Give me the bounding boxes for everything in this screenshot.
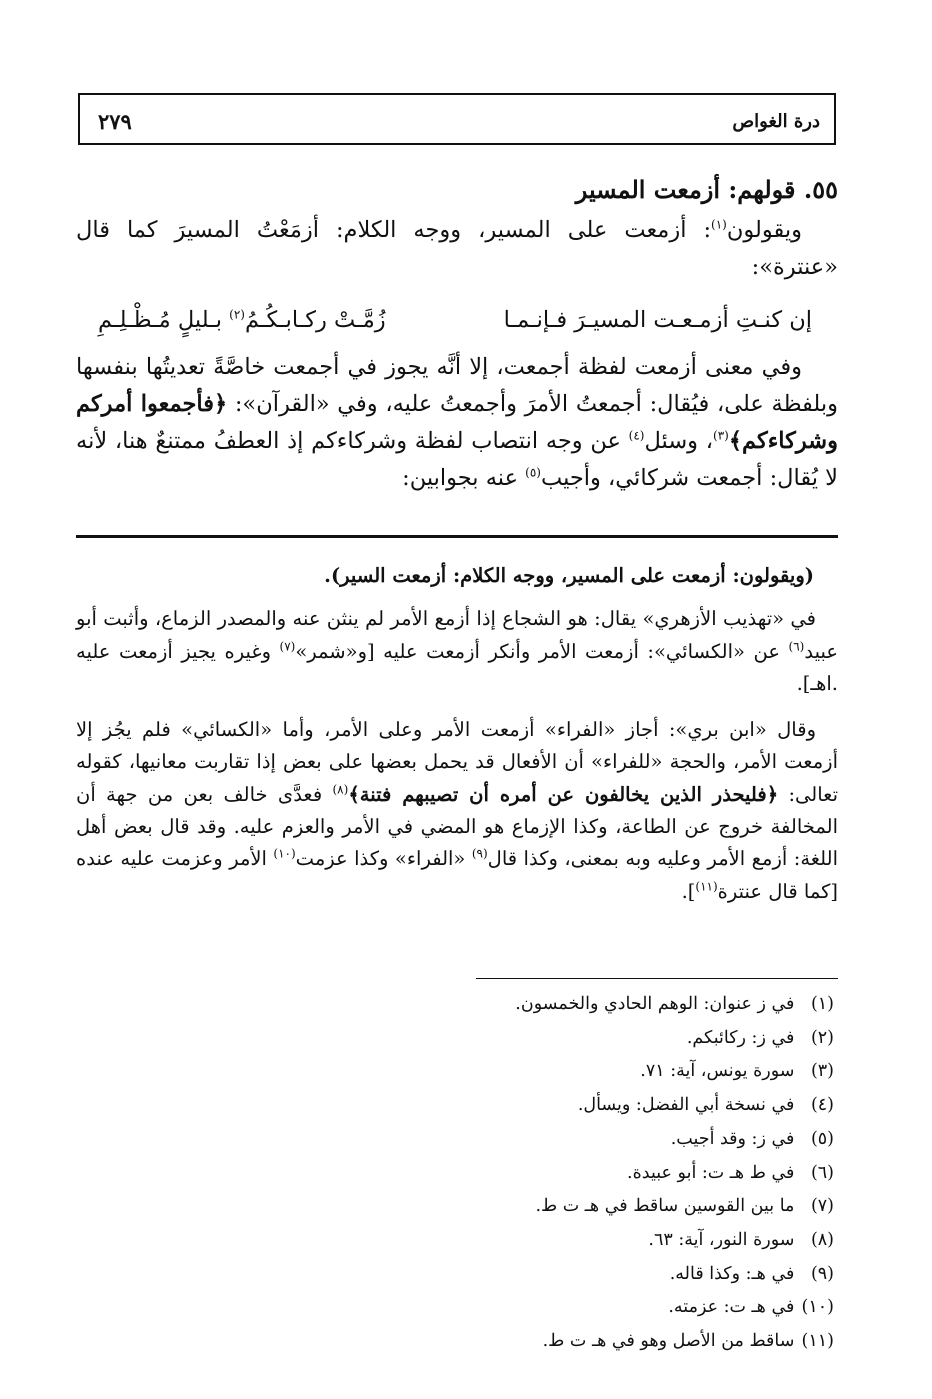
main-text-run: وفي معنى أزمعت لفظة أجمعت، إلا أنَّه يجوز في أجمعت خاصَّةً تعديتُها بنفسها وبلفظة على، فيُقال: أجمعتُ الأمرَ وأجمعتُ عليه، وفي «القرآن»: <box>76 354 838 417</box>
footnote-text: في ط هـ ت: أبو عبيدة. <box>627 1162 795 1183</box>
main-text-run: : أزمعت على المسير، ووجه الكلام: أزمَعْتُ المسيرَ كما قال «عنترة»: <box>76 217 838 280</box>
running-header <box>78 93 836 145</box>
footnote-ref: (١١) <box>695 879 718 894</box>
footnote <box>414 1224 834 1258</box>
footnote-text: في هـ: وكذا قاله. <box>669 1263 795 1284</box>
commentary-run: وقال «ابن بري»: أجاز «الفراء» أزمعت الأمر وعلى الأمر، وأما «الكسائي» فلم يجُز إلا أزمعت الأمر، والحجة «للفراء» أن الأفعال قد يحمل بعضها على بعض إذا تقاربت معانيها، كقوله تعالى: <box>76 718 839 806</box>
footnote-ref: (١٠) <box>273 846 296 861</box>
footnote-text: سورة يونس، آية: ٧١. <box>640 1061 795 1082</box>
footnote-ref: (٦) <box>788 639 805 654</box>
footnote-text: في هـ ت: عزمته. <box>668 1297 795 1318</box>
verse-run: زُمَّـتْ ركـابـكُـمُ <box>244 307 386 333</box>
footnote-number: (١) <box>810 994 834 1014</box>
footnote-ref: (٥) <box>525 465 541 480</box>
commentary-run: فعدَّى خالف بعن من جهة أن المخالفة خروج عن الطاعة، وكذا الإزماع هو المضي في الأمر والعزم عليه. وقد قال بعض أهل اللغة: أزمع الأمر وعليه وبه بمعنى، وكذا قال <box>76 782 838 871</box>
footnote <box>414 1325 834 1359</box>
quran-quote: ﴿فليحذر الذين يخالفون عن أمره أن تصيبهم فتنة﴾ <box>348 782 779 806</box>
main-text-run: عن وجه انتصاب لفظة وشركاءكم إذ العطفُ ممتنعٌ هنا، لأنه لا يُقال: أجمعت شركائي، وأجيب <box>76 428 838 491</box>
footnote-text: سورة النور، آية: ٦٣. <box>648 1229 795 1250</box>
main-text-run: ، وسئل <box>644 428 714 454</box>
quran-quote: ﴿فأجمعوا أمركم وشركاءكم﴾ <box>76 391 838 454</box>
footnote-ref: (٩) <box>471 846 488 861</box>
footnotes <box>414 988 834 1359</box>
footnote <box>414 988 834 1022</box>
footnote-number: (١٠) <box>801 1297 834 1318</box>
footnote-text: في ز عنوان: الوهم الحادي والخمسون. <box>515 994 795 1014</box>
main-text <box>76 212 838 497</box>
footnote-ref: (٣) <box>713 428 729 443</box>
footnote <box>414 1157 834 1191</box>
verse-second-hemistich <box>98 302 386 339</box>
footnote-text: ساقط من الأصل وهو في هـ ت ط. <box>542 1331 795 1352</box>
main-paragraph-2 <box>76 349 838 497</box>
footnote <box>414 1190 834 1224</box>
main-text-run: عنه بجوابين: <box>402 465 526 491</box>
footnote-number: (١١) <box>801 1331 834 1352</box>
footnote-number: (٦) <box>810 1162 834 1183</box>
footnote <box>414 1022 834 1056</box>
footnote-number: (٢) <box>810 1027 834 1048</box>
footnote-separator <box>476 978 838 979</box>
footnote-number: (٤) <box>810 1095 834 1116</box>
footnote <box>414 1258 834 1292</box>
footnote-text: في نسخة أبي الفضل: ويسأل. <box>577 1095 795 1116</box>
main-paragraph-1 <box>76 212 838 286</box>
verse-run: بـليلٍ مُـظْـلِـمِ <box>98 307 222 333</box>
footnote-number: (٣) <box>810 1061 834 1082</box>
commentary-run: في «تهذيب الأزهري» يقال: هو الشجاع إذا أزمع الأمر لم ينثن عنه والمصدر الزماع، وأثبت أبو عبيد <box>76 607 838 663</box>
footnote-text: في ز: ركائبكم. <box>686 1027 795 1048</box>
verse-first-hemistich: إن كنـتِ أزمـعـت المسيـرَ فـإنـمـا <box>503 307 812 333</box>
poem-verse <box>98 302 812 339</box>
commentary-run: ]. <box>681 879 696 903</box>
footnote <box>414 1055 834 1089</box>
commentary-paragraph-2 <box>76 714 838 908</box>
commentary <box>76 560 838 922</box>
footnote-number: (٧) <box>810 1196 834 1217</box>
commentary-run: وغيره يجيز أزمعت عليه .اهـ]. <box>76 639 838 695</box>
footnote-text: ما بين القوسين ساقط في هـ ت ط. <box>535 1196 795 1217</box>
section-divider <box>76 535 838 538</box>
section-heading: ٥٥. قولهم: أزمعت المسير <box>575 175 838 204</box>
footnote-text: في ز: وقد أجيب. <box>670 1128 795 1149</box>
commentary-paragraph-1 <box>76 603 838 700</box>
footnote-number: (٨) <box>810 1229 834 1250</box>
book-title: درة الغواص <box>732 111 820 132</box>
footnote-number: (٩) <box>810 1263 834 1284</box>
footnote-number: (٥) <box>810 1128 834 1149</box>
page-number: ٢٧٩ <box>98 109 132 134</box>
commentary-run: «الفراء» وكذا عزمت <box>295 847 472 871</box>
footnote-ref: (٢) <box>229 307 245 322</box>
commentary-heading: (ويقولون: أزمعت على المسير، ووجه الكلام: أزمعت السير). <box>324 564 814 587</box>
footnote-ref: (١) <box>711 217 727 232</box>
footnote <box>414 1291 834 1325</box>
main-text-run: ويقولون <box>726 217 802 243</box>
footnote <box>414 1089 834 1123</box>
footnote-ref: (٧) <box>279 639 296 654</box>
footnote-ref: (٨) <box>332 782 349 797</box>
footnote <box>414 1123 834 1157</box>
commentary-run: الأمر وعزمت عليه عنده [كما قال عنترة <box>76 847 838 903</box>
footnote-ref: (٤) <box>628 428 645 443</box>
commentary-run: عن «الكسائي»: أزمعت الأمر وأنكر أزمعت عليه [و«شمر» <box>295 639 789 663</box>
